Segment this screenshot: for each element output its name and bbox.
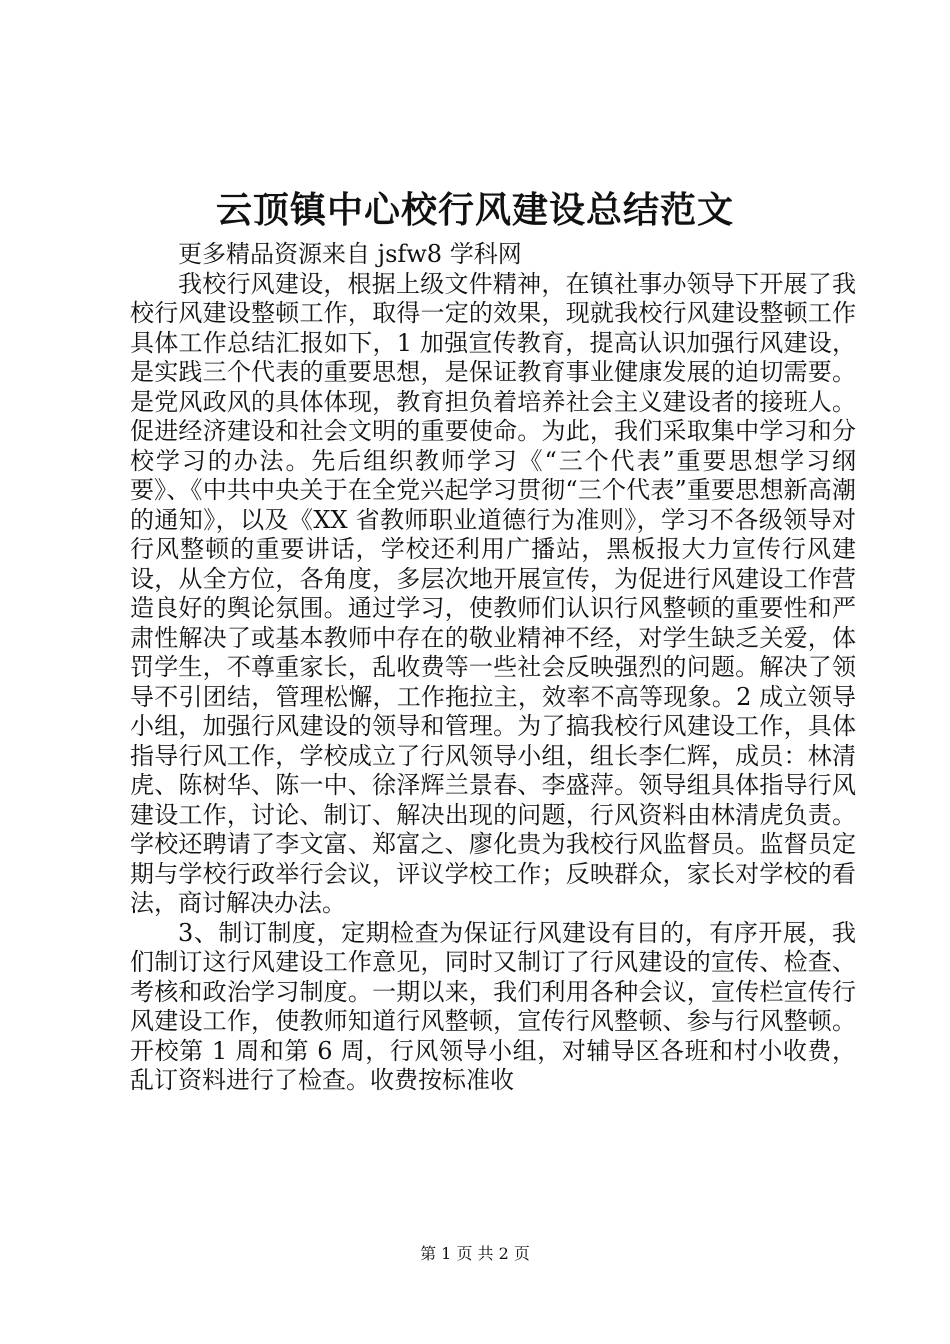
source-note: 更多精品资源来自 jsfw8 学科网	[178, 240, 522, 268]
document-title: 云顶镇中心校行风建设总结范文	[215, 189, 734, 231]
body-paragraph: 我校行风建设，根据上级文件精神，在镇社事办领导下开展了我校行风建设整顿工作，取得一定的效果，现就我校行风建设整顿工作具体工作总结汇报如下，1 加强宣传教育，提高认识加强行风建设，是实践三个代表的重要思想，是保证教育事业健康发展的迫切需要。是党风政风的具体体现，教育担负着培养社会主义建设者的接班人。促进经济建设和社会文明的重要使命。为此，我们采取集中学习和分校学习的办法。先后组织教师学习《“三个代表”重要思想学习纲要》、《中共中央关于在全党兴起学习贯彻“三个代表”重要思想新高潮的通知》，以及《XX 省教师职业道德行为准则》，学习不各级领导对行风整顿的重要讲话，学校还利用广播站，黑板报大力宣传行风建设，从全方位，各角度，多层次地开展宣传，为促进行风建设工作营造良好的舆论氛围。通过学习，使教师们认识行风整顿的重要性和严肃性解决了或基本教师中存在的敬业精神不经，对学生缺乏关爱，体罚学生，不尊重家长，乱收费等一些社会反映强烈的问题。解决了领导不引团结，管理松懈，工作拖拉主，效率不高等现象。2 成立领导小组，加强行风建设的领导和管理。为了搞我校行风建设工作，具体指导行风工作，学校成立了行风领导小组，组长李仁辉，成员：林清虎、陈树华、陈一中、徐泽辉兰景春、李盛萍。领导组具体指导行风建设工作，讨论、制订、解决出现的问题，行风资料由林清虎负责。学校还聘请了李文富、郑富之、廖化贵为我校行风监督员。监督员定期与学校行政举行会议，评议学校工作；反映群众，家长对学校的看法，商讨解决办法。	[130, 269, 856, 917]
document-body	[130, 240, 856, 1096]
page-number: 第 1 页 共 2 页	[420, 1244, 530, 1263]
body-paragraph: 3、制订制度，定期检查为保证行风建设有目的，有序开展，我们制订这行风建设工作意见，同时又制订了行风建设的宣传、检查、考核和政治学习制度。一期以来，我们利用各种会议，宣传栏宣传行风建设工作，使教师知道行风整顿，宣传行风整顿、参与行风整顿。开校第 1 周和第 6 周，行风领导小组，对辅导区各班和村小收费，乱订资料进行了检查。收费按标准收	[130, 918, 856, 1094]
